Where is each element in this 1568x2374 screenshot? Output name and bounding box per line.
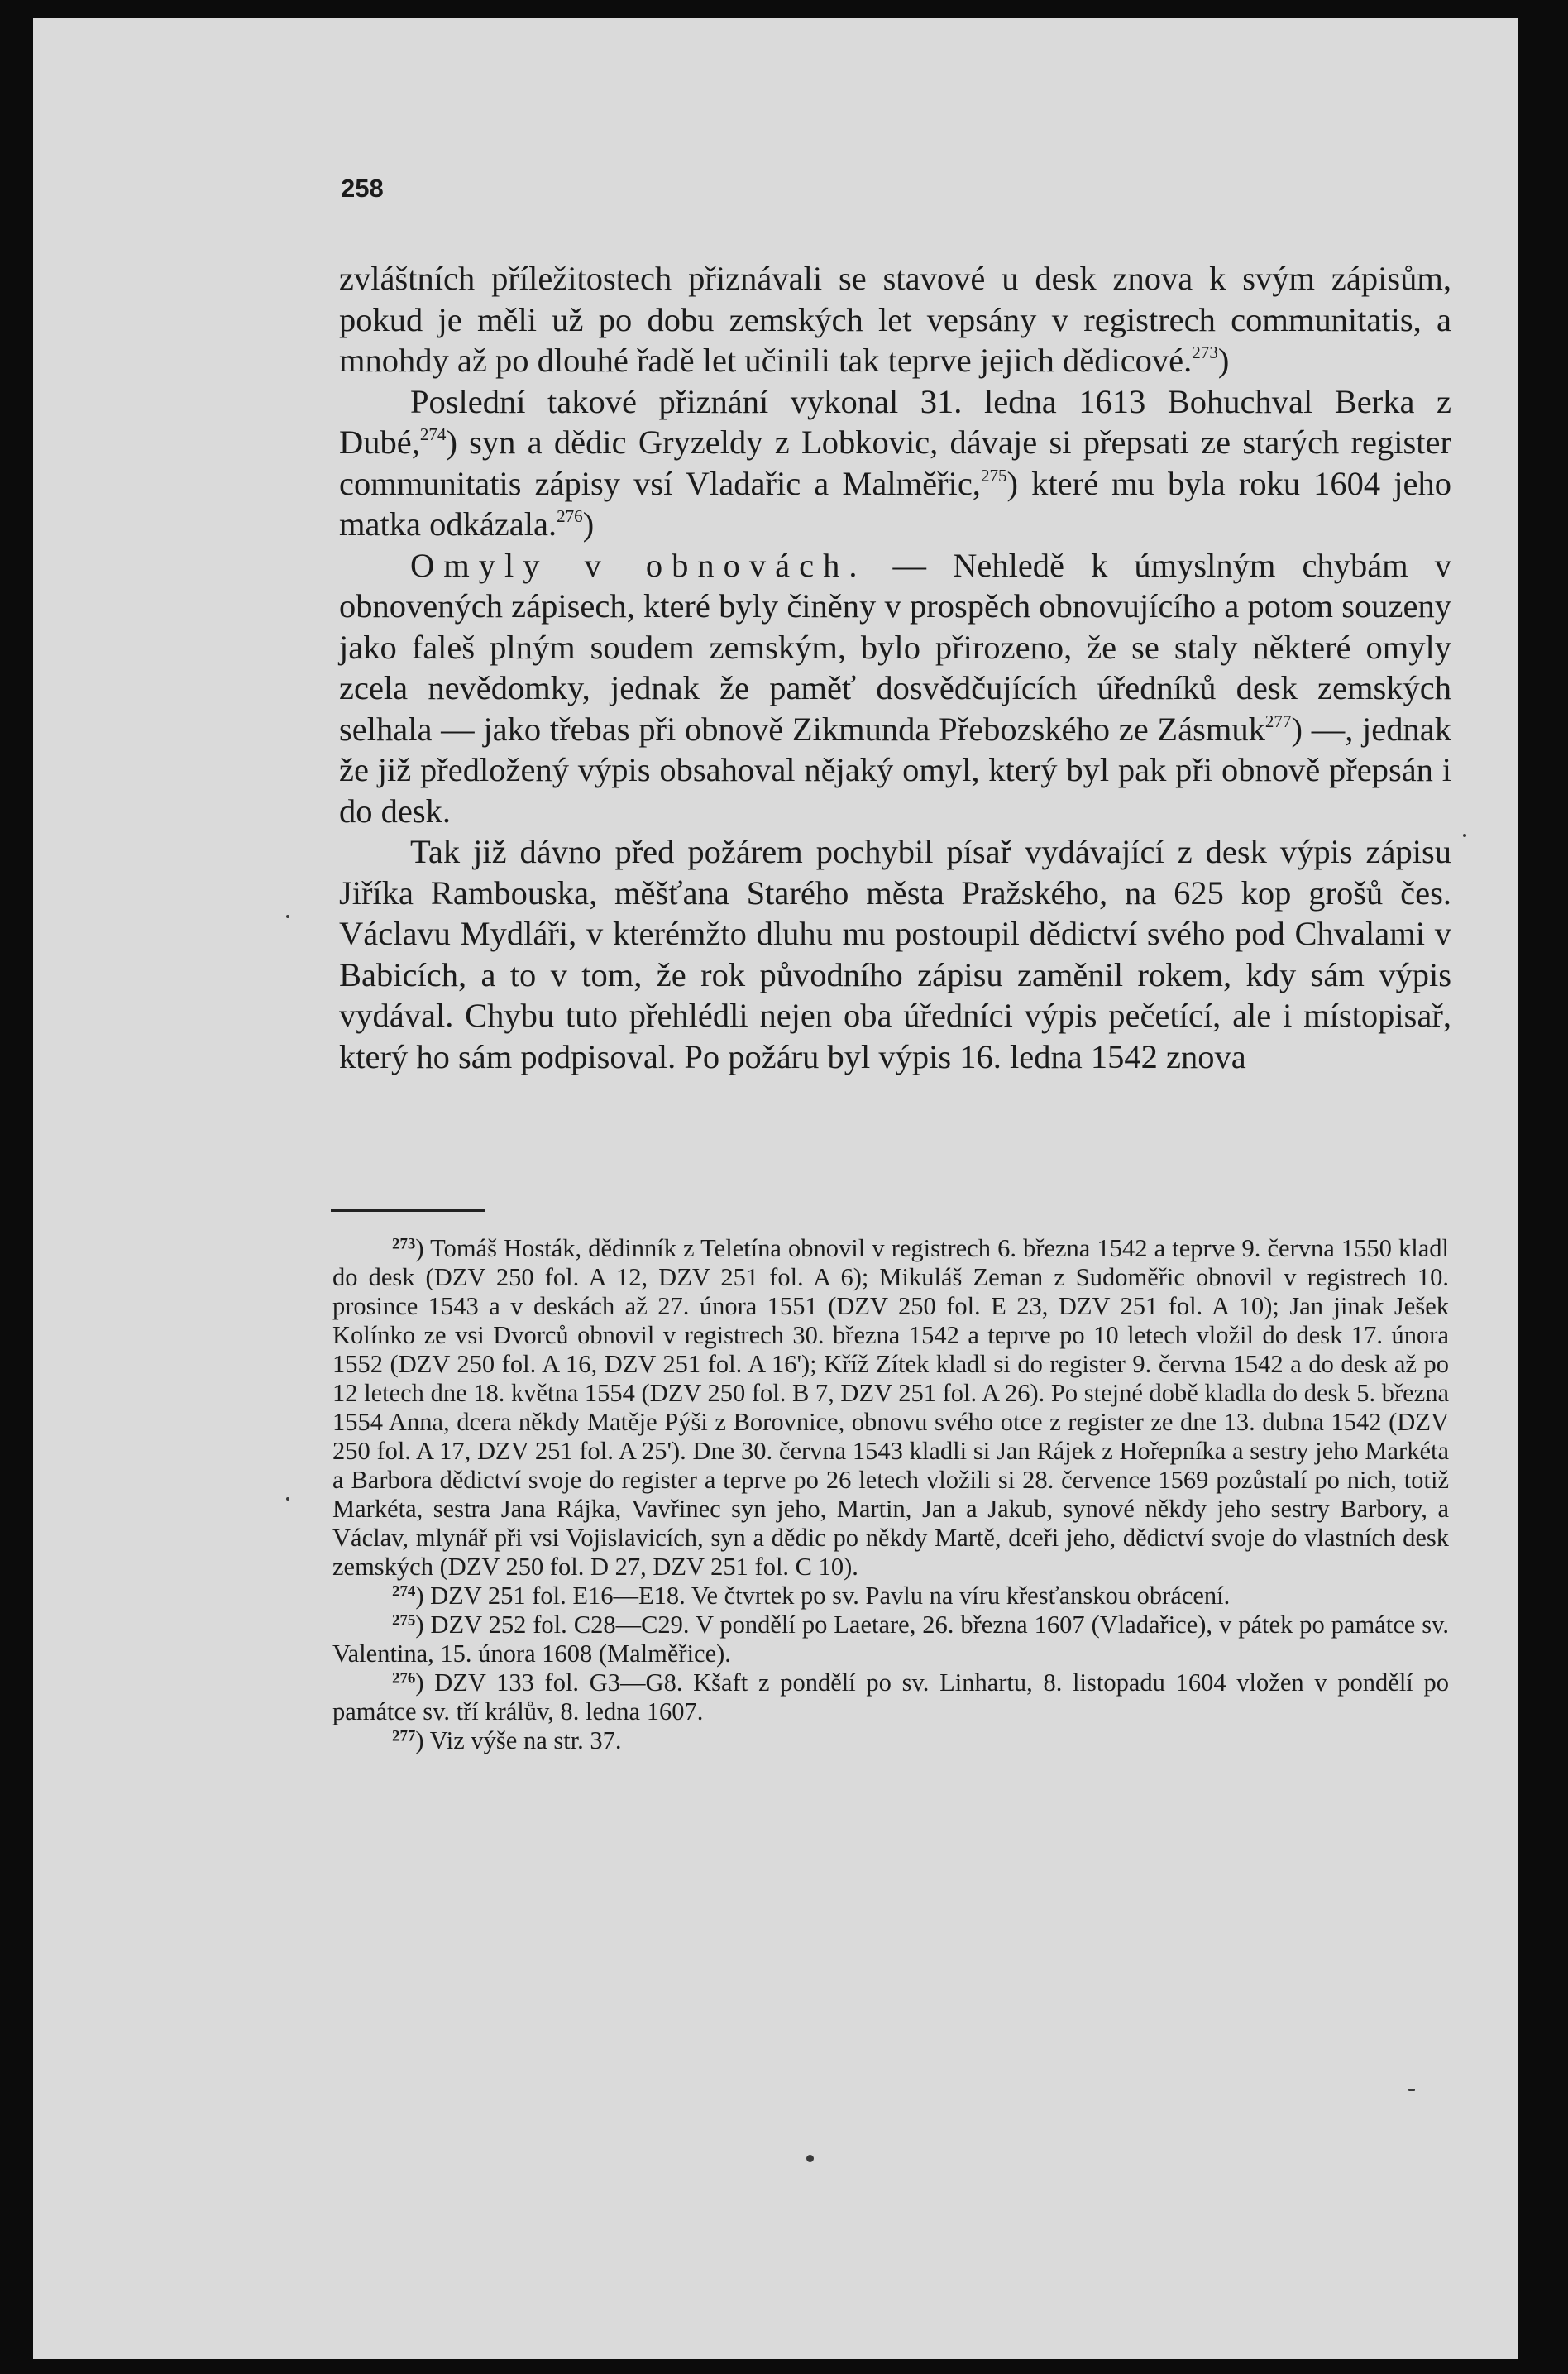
paragraph-1-text: zvláštních příležitostech přiznávali se stavové u desk znova k svým zápisům, pokud je měli už po dobu zemských let vepsány v registrech communitatis, a mnohdy až po dlouhé řadě let učinili tak teprve jejich dědicové.: [339, 260, 1451, 379]
section-heading-omyly: Omyly v obnovách.: [410, 546, 867, 584]
footnote-277-number: 277: [392, 1727, 416, 1745]
footnote-273-number: 273: [392, 1235, 416, 1253]
body-text: [339, 258, 1451, 1077]
paragraph-4-text: Tak již dávno před požárem pochybil písař vydávající z desk výpis zápisu Jiříka Rambouska, měšťana Starého města Pražského, na 625 kop grošů čes. Václavu Mydláři, v kterémžto dluhu mu postoupil dědictví svého pod Chvalami v Babicích, a to v tom, že rok původního zápisu zaměnil rokem, kdy sám výpis vydával. Chybu tuto přehlédli nejen oba úředníci výpis pečetící, ale i místopisař, který ho sám podpisoval. Po požáru byl výpis 16. ledna 1542 znova: [339, 833, 1451, 1075]
scan-speck: [286, 1497, 289, 1501]
footnote-277-text: ) Viz výše na str. 37.: [415, 1726, 622, 1754]
paragraph-2-part-b: ) syn a dědic Gryzeldy z Lobkovic, dávaje si přepsati ze starých register communitatis zápisy vsí Vladařic a Malměřic,: [339, 424, 1451, 502]
paragraph-2-part-d: ): [582, 505, 595, 543]
scan-speck: [806, 2155, 814, 2162]
footnote-ref-277[interactable]: 277: [1264, 711, 1292, 731]
footnote-ref-276[interactable]: 276: [557, 506, 583, 527]
footnote-273-text: ) Tomáš Hosták, dědinník z Teletína obnovil v registrech 6. března 1542 a teprve 9. června 1550 kladl do desk (DZV 250 fol. A 12, DZV 251 fol. A 6); Mikuláš Zeman z Sudoměřic obnovil v registrech 10. prosince 1543 a v deskách až 27. února 1551 (DZV 250 fol. E 23, DZV 251 fol. A 10); Jan jinak Ješek Kolínko ze vsi Dvorců obnovil v registrech 30. března 1542 a teprve po 10 letech vložil do desk 17. února 1552 (DZV 250 fol. A 16, DZV 251 fol. A 16'); Kříž Zítek kladl si do register 9. června 1542 a do desk až po 12 letech dne 18. května 1554 (DZV 250 fol. B 7, DZV 251 fol. A 26). Po stejné době kladla do desk 5. března 1554 Anna, dcera někdy Matěje Pýši z Borovnice, obnovu svého otce z register ze dne 13. dubna 1542 (DZV 250 fol. A 17, DZV 251 fol. A 25'). Dne 30. června 1543 kladli si Jan Rájek z Hořepníka a sestry jeho Markéta a Barbora dědictví svoje do register a teprve po 26 letech vložili si 28. července 1569 pozůstalí po nich, totiž Markéta, sestra Jana Rájka, Vavřinec syn jeho, Martin, Jan a Jakub, synové někdy jeho sestry Barbory, a Václav, mlynář při vsi Vojislavicích, syn a dědic po někdy Martě, dceři jeho, dědictví svoje do vlastních desk zemských (DZV 250 fol. D 27, DZV 251 fol. C 10).: [332, 1234, 1449, 1581]
footnote-ref-274[interactable]: 274: [419, 424, 447, 445]
paragraph-2-part-a: Poslední takové přiznání vykonal 31. ledna 1613 Bohuchval Berka z Dubé,: [339, 382, 1451, 461]
footnote-275-text: ) DZV 252 fol. C28—C29. V pondělí po Laetare, 26. března 1607 (Vladařice), v pátek po památce sv. Valentina, 15. února 1608 (Malměřice).: [332, 1611, 1449, 1668]
paragraph-3-part-b: ) —, jednak že již předložený výpis obsahoval nějaký omyl, který byl pak při obnově přepsán i do desk.: [339, 710, 1451, 830]
footnote-275-number: 275: [392, 1611, 416, 1630]
paragraph-1: [339, 258, 1451, 381]
page-number: 258: [341, 174, 384, 203]
footnote-276: [332, 1668, 1449, 1726]
scan-speck: [286, 915, 289, 918]
footnote-276-text: ) DZV 133 fol. G3—G8. Kšaft z pondělí po sv. Linhartu, 8. listopadu 1604 vložen v pondělí po památce sv. tří králův, 8. ledna 1607.: [332, 1668, 1449, 1725]
footnote-274-number: 274: [392, 1582, 416, 1601]
footnote-ref-275[interactable]: 275: [980, 465, 1007, 486]
footnote-274-text: ) DZV 251 fol. E16—E18. Ve čtvrtek po sv. Pavlu na víru křesťanskou obrácení.: [415, 1582, 1231, 1610]
footnotes: [332, 1234, 1449, 1755]
scan-speck: [1463, 834, 1466, 837]
footnote-276-number: 276: [392, 1669, 416, 1687]
paragraph-3-part-a: — Nehledě k úmyslným chybám v obnovených zápisech, které byly činěny v prospěch obnovujícího a potom souzeny jako faleš plným soudem zemským, bylo přirozeno, že se staly některé omyly zcela nevědomky, jednak že paměť dosvědčujících úředníků desk zemských selhala — jako třebas při obnově Zikmunda Přebozského ze Zásmuk: [339, 546, 1451, 748]
paragraph-3: [339, 545, 1451, 832]
paragraph-2-part-c: ) které mu byla roku 1604 jeho matka odkázala.: [339, 464, 1452, 543]
paragraph-4: [339, 831, 1451, 1077]
footnote-273: [332, 1234, 1449, 1582]
paragraph-1-tail: ): [1217, 342, 1230, 379]
footnote-274: [332, 1582, 1449, 1611]
paragraph-2: [339, 381, 1451, 545]
footnote-275: [332, 1611, 1449, 1668]
scan-speck: [1408, 2089, 1415, 2091]
footnote-ref-273[interactable]: 273: [1192, 342, 1218, 363]
footnote-277: [332, 1726, 1449, 1755]
footnote-divider: [331, 1209, 485, 1212]
